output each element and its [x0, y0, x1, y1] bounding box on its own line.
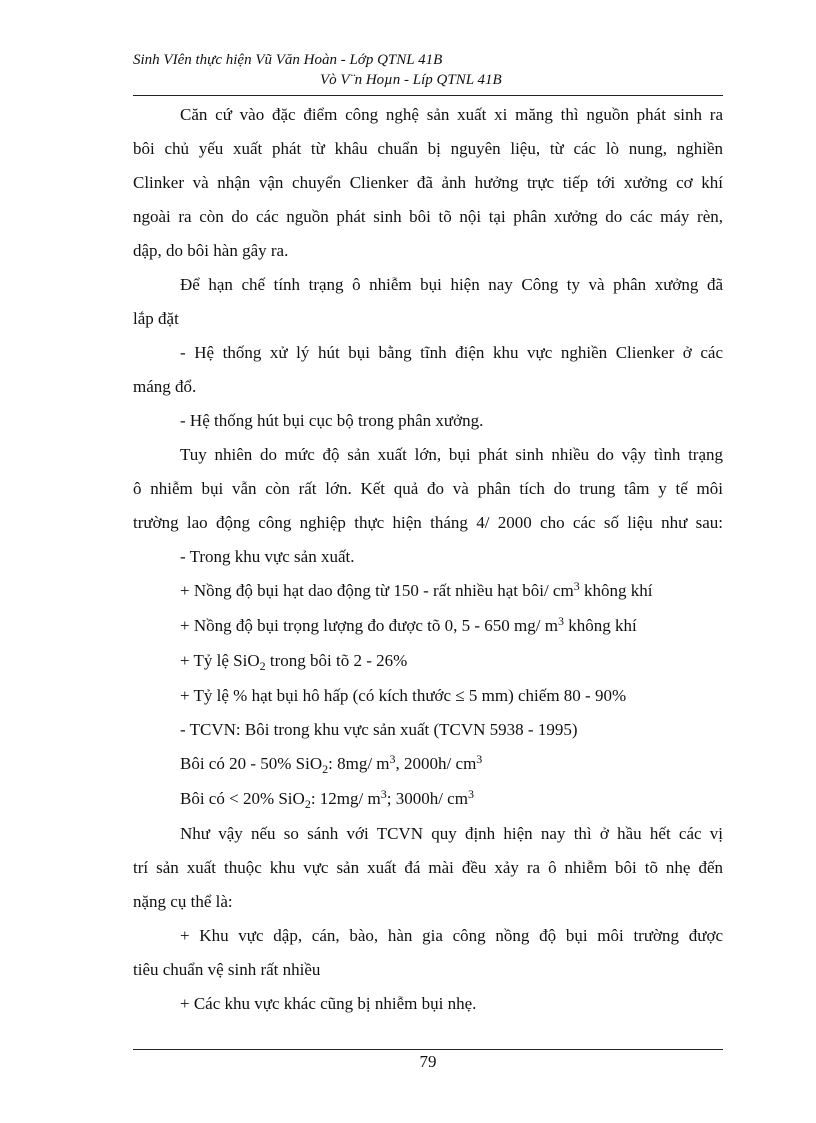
text-line: trí sản xuất thuộc khu vực sản xuất đá mài đều xảy ra ô nhiễm bôi tõ nhẹ đến: [133, 858, 723, 877]
text-line: tiêu chuẩn vệ sinh rất nhiều: [133, 960, 321, 979]
text-line: ngoài ra còn do các nguồn phát sinh bôi tõ nội tại phân xưởng do các máy rèn,: [133, 207, 723, 226]
text-line: + Nồng độ bụi hạt dao động từ 150 - rất nhiều hạt bôi/ $cm^3$ không khí: [180, 579, 653, 600]
text-line: + Tỷ lệ SiO$_2$ trong bôi tõ 2 - 26%: [180, 651, 408, 673]
text-line: - Trong khu vực sản xuất.: [180, 547, 355, 566]
text-line: lắp đặt: [133, 309, 179, 328]
text-line: Bôi có < 20% SiO$_2$: 12mg/ $m^3$; 3000h/ $cm^3$: [180, 787, 474, 811]
page-number: 79: [419, 1052, 437, 1071]
text-line: Như vậy nếu so sánh với TCVN quy định hiện nay thì ở hầu hết các vị: [180, 824, 723, 843]
footer-divider: [133, 1049, 723, 1050]
text-line: máng đổ.: [133, 377, 197, 396]
body-text: [133, 98, 723, 1021]
text-line: Tuy nhiên do mức độ sản xuất lớn, bụi phát sinh nhiều do vậy tình trạng: [180, 445, 723, 464]
text-line: + Tỷ lệ % hạt bụi hô hấp (có kích thước ≤ 5 mm) chiếm 80 - 90%: [180, 686, 627, 705]
text-line: - Hệ thống hút bụi cục bộ trong phân xưởng.: [180, 411, 484, 430]
header-line-2: Vò V¨n Hoµn - Líp QTNL 41B: [320, 72, 502, 88]
text-line: trường lao động công nghiệp thực hiện tháng 4/ 2000 cho các số liệu như sau:: [133, 513, 723, 532]
text-line: dập, do bôi hàn gây ra.: [133, 241, 289, 260]
text-line: - TCVN: Bôi trong khu vực sản xuất (TCVN 5938 - 1995): [180, 720, 578, 739]
text-line: + Khu vực dập, cán, bào, hàn gia công nồng độ bụi môi trường được: [180, 926, 723, 945]
text-line: nặng cụ thể là:: [133, 892, 233, 911]
text-line: + Các khu vực khác cũng bị nhiễm bụi nhẹ.: [180, 994, 477, 1013]
text-line: Bôi có 20 - 50% SiO$_2$: 8mg/ $m^3$, 2000h/ $cm^3$: [180, 752, 483, 776]
text-line: Clinker và nhận vận chuyển Clienker đã ảnh hưởng trực tiếp tới xưởng cơ khí: [133, 173, 723, 192]
text-line: + Nồng độ bụi trọng lượng đo được tõ 0, 5 - 650 mg/ $m^3$ không khí: [180, 614, 637, 635]
text-line: - Hệ thống xử lý hút bụi bằng tĩnh điện khu vực nghiền Clienker ở các: [180, 343, 723, 362]
text-line: ô nhiễm bụi vẫn còn rất lớn. Kết quả đo và phân tích do trung tâm y tế môi: [133, 479, 723, 498]
text-line: Để hạn chế tính trạng ô nhiễm bụi hiện nay Công ty và phân xưởng đã: [180, 275, 723, 294]
page-header: [133, 50, 733, 90]
header-divider: [133, 95, 723, 96]
header-line-1: Sinh VIên thực hiện Vũ Văn Hoàn - Lớp QTNL 41B: [133, 52, 443, 68]
text-line: bôi chủ yếu xuất phát từ khâu chuẩn bị nguyên liệu, từ các lò nung, nghiền: [133, 139, 723, 158]
text-line: Căn cứ vào đặc điểm công nghệ sản xuất xi măng thì nguồn phát sinh ra: [180, 105, 723, 124]
